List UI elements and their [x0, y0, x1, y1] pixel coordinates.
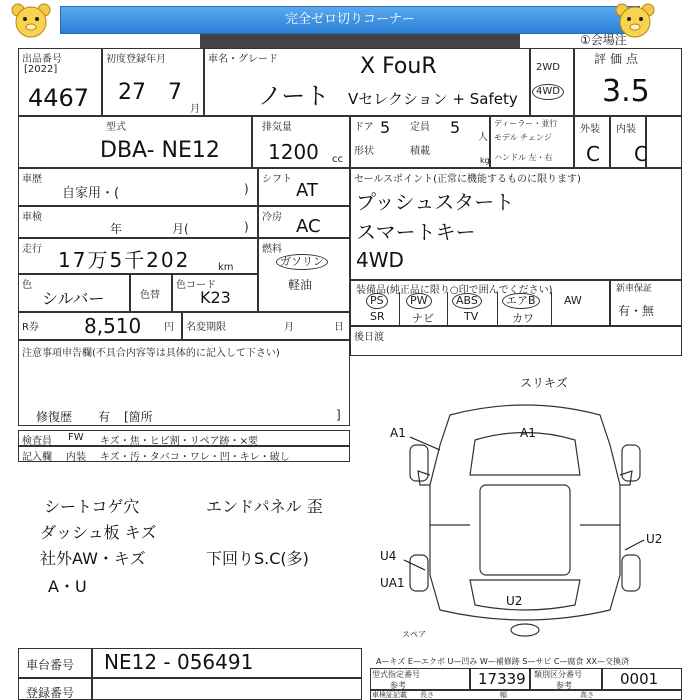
- width-label: 幅: [500, 691, 507, 699]
- doors-label: ドア: [354, 122, 374, 133]
- inspection-year: 年: [110, 222, 123, 236]
- fw-items: キズ・焦・ヒビ割・リペア跡・×要: [100, 436, 258, 447]
- lot-number: 4467: [28, 84, 90, 112]
- equipment-pw: PW: [406, 293, 432, 309]
- color-label: 色: [22, 280, 32, 291]
- repair-close: ]: [336, 408, 341, 422]
- model-change-label: モデル チェンジ: [494, 133, 552, 142]
- handle-label: ハンドル 左・右: [494, 153, 553, 162]
- mileage-label: 走行: [22, 244, 42, 255]
- name-change-day: 日: [334, 322, 344, 333]
- registration-label: 登録番号: [26, 686, 75, 700]
- ref-label-right: 参考: [556, 681, 572, 690]
- lot-label: 出品番号: [22, 54, 62, 65]
- color-code-label: 色コード: [176, 280, 216, 291]
- equipment-ps: PS: [366, 293, 388, 309]
- mark-a1-hood: A1: [520, 426, 536, 440]
- drive-2wd: 2WD: [536, 62, 560, 73]
- remark-left-4: A・U: [48, 577, 87, 596]
- shift-value: AT: [296, 180, 318, 201]
- exterior-grade: C: [586, 142, 600, 166]
- shift-label: シフト: [262, 174, 292, 185]
- shape-label: 形状: [354, 146, 374, 157]
- remark-left-2: ダッシュ板 キズ: [40, 523, 157, 542]
- recycle-amount: 8,510: [84, 314, 142, 338]
- registration-value-cell: [92, 678, 362, 700]
- equipment-abs: ABS: [452, 293, 482, 309]
- chassis-label: 車台番号: [26, 658, 75, 672]
- history-close: ): [244, 182, 249, 196]
- name-change-month: 月: [284, 322, 294, 333]
- remark-left-1: シートコゲ穴: [44, 497, 140, 516]
- history-label: 車歴: [22, 174, 42, 185]
- repair-value: 有: [98, 410, 111, 424]
- selling-point-1: プッシュスタート: [356, 190, 515, 214]
- color-code-value: K23: [200, 288, 231, 307]
- inspection-cell: [18, 206, 258, 238]
- equipment-grid: [360, 292, 600, 326]
- equipment-aw: AW: [564, 294, 582, 307]
- equipment-option: [552, 292, 600, 326]
- aircon-value: AC: [296, 216, 321, 237]
- inspector-label: 検査員: [22, 436, 52, 447]
- displacement-unit: cc: [332, 154, 343, 165]
- caution-label: 注意事項申告欄(不具合内容等は具体的に記入して下さい): [22, 348, 280, 359]
- mileage-value: 17万5千202: [58, 248, 191, 272]
- history-cell: [18, 168, 258, 206]
- selling-point-2: スマートキー: [356, 220, 476, 244]
- fuel-diesel: 軽油: [288, 278, 313, 292]
- exterior-label: 外装: [580, 124, 600, 135]
- first-reg-month: 7: [168, 80, 182, 105]
- car-damage-diagram: [380, 375, 670, 645]
- interior-items: キズ・汚・タバコ・ワレ・凹・キレ・破し: [100, 452, 290, 463]
- remark-right-1: エンドパネル 歪: [206, 497, 323, 516]
- after-date-label: 後日渡: [354, 332, 384, 343]
- load-unit: kg: [480, 156, 490, 165]
- length-label: 長さ: [420, 691, 434, 699]
- recycle-label: R券: [22, 322, 39, 333]
- mark-u2-rear: U2: [506, 594, 523, 608]
- interior-check-label: 内装: [66, 452, 86, 463]
- repair-location: [箇所: [124, 410, 153, 424]
- model-code: DBA- NE12: [100, 138, 220, 163]
- grade-line2: Vセレクション + Safety: [348, 90, 518, 108]
- name-grade-label: 車名・グレード: [208, 54, 278, 65]
- remark-left-3: 社外AW・キズ: [40, 549, 146, 568]
- mark-u2-right: U2: [646, 532, 663, 546]
- car-name: ノート: [258, 82, 330, 110]
- name-change-label: 名変期限: [186, 322, 226, 333]
- mark-a1-left: A1: [390, 426, 406, 440]
- damage-legend: A—キズ E—エクボ U—凹み W—補修跡 S—サビ C—腐食 XX—交換済: [376, 657, 630, 666]
- category-label: 類別区分番号: [534, 670, 582, 679]
- venue-label: ①会場注: [580, 33, 627, 47]
- ref-label-left: 参考: [390, 681, 406, 690]
- chassis-number: NE12 - 056491: [104, 650, 254, 674]
- doors-value: 5: [380, 118, 391, 137]
- first-reg-year: 27: [118, 80, 146, 105]
- model-designation-value: 17339: [478, 670, 526, 688]
- fuel-label: 燃料: [262, 244, 282, 255]
- dealer-label: ディーラー・並行: [494, 119, 558, 128]
- equipment-option: [360, 292, 400, 326]
- grade-line1: X FouR: [360, 54, 437, 79]
- interior-grade: C: [634, 142, 648, 166]
- equipment-option: [498, 292, 552, 326]
- equipment-sr: SR: [370, 310, 385, 323]
- model-designation-label: 型式指定番号: [372, 670, 420, 679]
- equipment-navi: ナビ: [412, 312, 434, 325]
- mark-u4: U4: [380, 549, 397, 563]
- equipment-option: [448, 292, 498, 326]
- category-value: 0001: [620, 670, 659, 688]
- recycle-unit: 円: [164, 322, 174, 333]
- after-date-cell: [350, 326, 682, 356]
- mark-ua1: UA1: [380, 576, 405, 590]
- lot-year-tag: [2022]: [24, 64, 58, 75]
- aircon-label: 冷房: [262, 212, 282, 223]
- month-unit: 月: [190, 104, 200, 115]
- mark-scratch: スリキズ: [520, 376, 568, 390]
- height-label: 高さ: [580, 691, 594, 699]
- verify-row: [370, 690, 682, 700]
- selling-point-3: 4WD: [356, 248, 404, 272]
- inspection-month: 月(: [172, 222, 189, 236]
- bear-mascot-icon: [10, 2, 52, 40]
- remark-right-2: 下回りS.C(多): [206, 549, 309, 568]
- capacity-label: 定員: [410, 122, 430, 133]
- equipment-label: 装備品(純正品に限り○印で囲んでください): [356, 285, 553, 296]
- equipment-tv: TV: [464, 310, 479, 323]
- color-change-label: 色替: [140, 290, 160, 301]
- equipment-airbag: エアB: [502, 293, 540, 309]
- inspection-close: ): [244, 220, 249, 234]
- history-value: 自家用・(: [62, 186, 120, 201]
- capacity-unit: 人: [478, 132, 488, 143]
- interior-label: 内装: [616, 124, 636, 135]
- fuel-gasoline-circled: ガソリン: [276, 254, 328, 270]
- capacity-value: 5: [450, 118, 461, 137]
- drive-4wd-circled: 4WD: [532, 84, 564, 100]
- new-car-warranty-value: 有・無: [618, 304, 655, 318]
- banner-title: 完全ゼロ切りコーナー: [60, 6, 640, 34]
- verify-label: 車検証記載: [372, 691, 407, 699]
- new-car-warranty-label: 新車保証: [616, 284, 653, 294]
- inspection-label: 車検: [22, 212, 42, 223]
- mileage-unit: km: [218, 262, 234, 273]
- drive-cell: [530, 48, 574, 116]
- mark-spare: スペア: [402, 630, 426, 639]
- displacement-label: 排気量: [262, 122, 292, 133]
- first-reg-label: 初度登録年月: [106, 54, 166, 65]
- grade-extra-cell: [646, 116, 682, 168]
- load-label: 積載: [410, 146, 430, 157]
- selling-points-label: セールスポイント(正常に機能するものに限ります): [354, 174, 581, 185]
- score-label: 評価点: [594, 52, 643, 66]
- model-label: 型式: [106, 122, 126, 133]
- score-value: 3.5: [602, 74, 650, 109]
- color-value: シルバー: [42, 289, 105, 308]
- entry-label: 記入欄: [22, 452, 52, 463]
- equipment-leather: カワ: [512, 312, 534, 325]
- fw-label: FW: [68, 432, 84, 443]
- displacement-value: 1200: [268, 140, 319, 164]
- repair-label: 修復歴: [36, 410, 73, 424]
- cropped-header-strip: [200, 34, 520, 48]
- equipment-option: [400, 292, 448, 326]
